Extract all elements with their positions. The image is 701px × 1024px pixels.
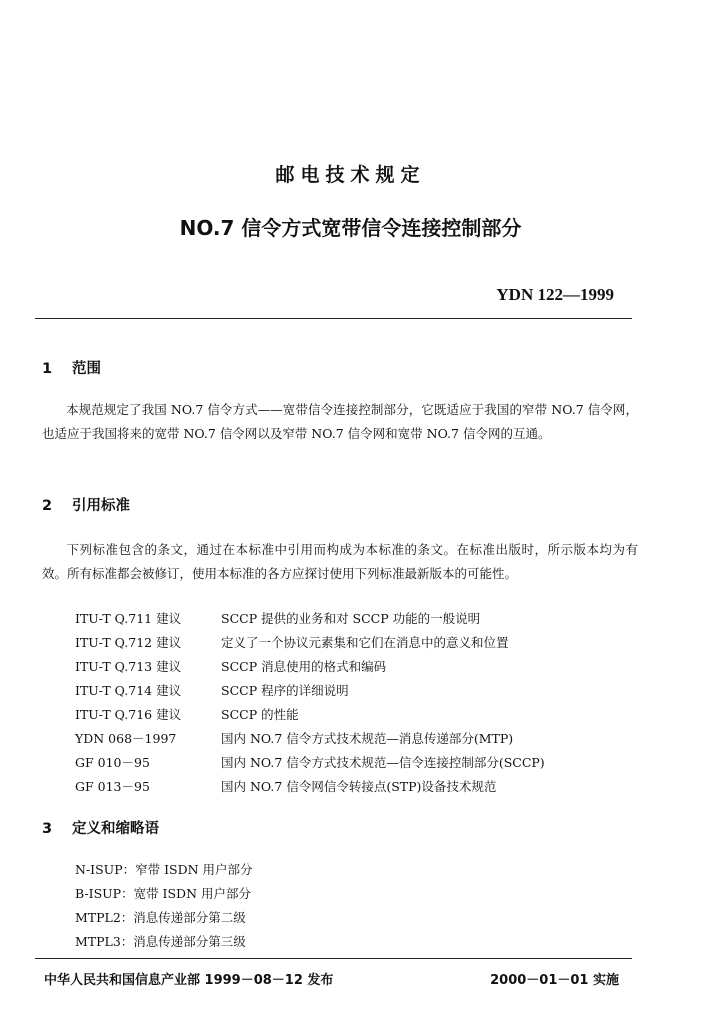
- abbreviation-item: MTPL2：消息传递部分第二级: [75, 910, 246, 925]
- section-title: 引用标准: [72, 498, 130, 514]
- reference-code: GF 013－95: [75, 779, 150, 794]
- reference-code: GF 010－95: [75, 755, 150, 770]
- reference-code: YDN 068－1997: [75, 731, 177, 746]
- abbreviation-item: MTPL3：消息传递部分第三级: [75, 934, 246, 949]
- section-2-heading: [42, 494, 130, 515]
- reference-code: ITU-T Q.714 建议: [75, 683, 182, 698]
- paragraph-text: 下列标准包含的条文，通过在本标准中引用而构成为本标准的条文。在标准出版时，所示版本均为有效。所有标准都会被修订，使用本标准的各方应探讨使用下列标准最新版本的可能性。: [42, 542, 638, 581]
- abbreviation-item: N-ISUP：窄带 ISDN 用户部分: [75, 862, 253, 877]
- section-2-paragraph: [42, 538, 638, 586]
- reference-description: SCCP 消息使用的格式和编码: [221, 659, 387, 674]
- reference-description: SCCP 的性能: [221, 707, 299, 722]
- reference-description: 国内 NO.7 信令方式技术规范—信令连接控制部分(SCCP): [221, 755, 545, 770]
- reference-code: ITU-T Q.713 建议: [75, 659, 182, 674]
- section-3-heading: [42, 817, 159, 838]
- paragraph-text: 本规范规定了我国 NO.7 信令方式——宽带信令连接控制部分，它既适应于我国的窄带 NO.7 信令网，也适应于我国将来的宽带 NO.7 信令网以及窄带 NO.7 信令网和宽带 NO.7 信令网的互通。: [42, 402, 638, 441]
- header-divider: [35, 318, 632, 319]
- reference-description: SCCP 程序的详细说明: [221, 683, 349, 698]
- reference-code: ITU-T Q.712 建议: [75, 635, 182, 650]
- footer-divider: [35, 958, 632, 959]
- reference-description: 定义了一个协议元素集和它们在消息中的意义和位置: [221, 635, 509, 650]
- section-number: 3: [42, 821, 53, 837]
- document-category: 邮电技术规定: [275, 164, 426, 186]
- section-1-paragraph: [42, 398, 638, 446]
- section-number: 2: [42, 498, 53, 514]
- section-number: 1: [42, 361, 53, 377]
- reference-description: 国内 NO.7 信令方式技术规范—消息传递部分(MTP): [221, 731, 514, 746]
- standard-number: YDN 122—1999: [496, 285, 614, 304]
- section-1-heading: [42, 357, 101, 378]
- effective-date: 2000－01－01 实施: [490, 973, 619, 988]
- section-title: 范围: [72, 361, 101, 377]
- reference-description: 国内 NO.7 信令网信令转接点(STP)设备技术规范: [221, 779, 497, 794]
- section-title: 定义和缩略语: [72, 821, 159, 837]
- reference-code: ITU-T Q.711 建议: [75, 611, 182, 626]
- document-title: NO.7 信令方式宽带信令连接控制部分: [179, 216, 522, 240]
- abbreviation-item: B-ISUP：宽带 ISDN 用户部分: [75, 886, 251, 901]
- issuer-line: 中华人民共和国信息产业部 1999－08－12 发布: [44, 973, 334, 988]
- reference-code: ITU-T Q.716 建议: [75, 707, 182, 722]
- reference-description: SCCP 提供的业务和对 SCCP 功能的一般说明: [221, 611, 481, 626]
